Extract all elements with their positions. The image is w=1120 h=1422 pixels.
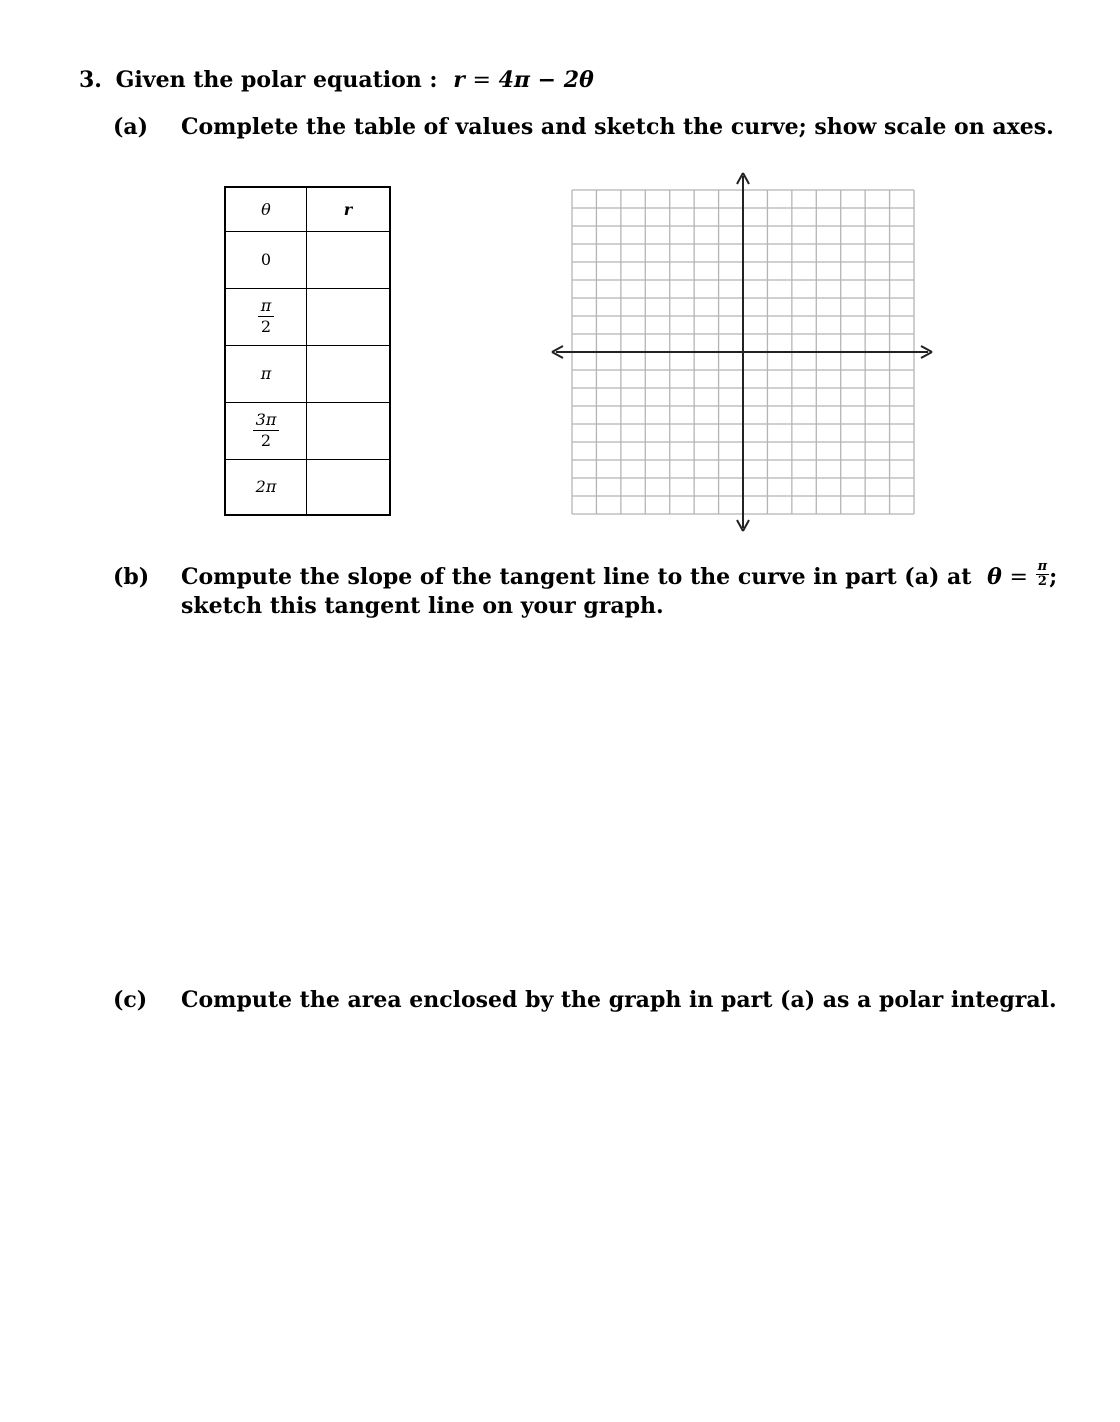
theta-cell bbox=[225, 288, 307, 345]
part-a-text: Complete the table of values and sketch the curve; show scale on axes. bbox=[181, 114, 1054, 140]
theta-cell: 2π bbox=[225, 459, 307, 515]
problem-header bbox=[79, 67, 594, 93]
part-b-text: Compute the slope of the tangent line to the curve in part (a) at bbox=[181, 564, 972, 591]
fraction-numerator: π bbox=[258, 297, 275, 317]
table-row bbox=[225, 459, 390, 515]
r-cell[interactable] bbox=[307, 288, 391, 345]
equation bbox=[453, 67, 594, 93]
table-row bbox=[225, 402, 390, 459]
table-row bbox=[225, 288, 390, 345]
r-cell[interactable] bbox=[307, 459, 391, 515]
fraction-numerator: π bbox=[1037, 559, 1048, 574]
header-r: r bbox=[307, 187, 391, 231]
part-b-theta: θ bbox=[987, 564, 1002, 591]
r-cell[interactable] bbox=[307, 231, 391, 288]
part-a-label: (a) bbox=[113, 114, 149, 140]
table-header-row bbox=[225, 187, 390, 231]
graph-grid[interactable] bbox=[548, 170, 938, 535]
table-row bbox=[225, 345, 390, 402]
r-cell[interactable] bbox=[307, 402, 391, 459]
fraction-denominator: 2 bbox=[1037, 573, 1047, 589]
theta-cell: π bbox=[225, 345, 307, 402]
part-b-fraction bbox=[1036, 560, 1050, 588]
part-b-line2: sketch this tangent line on your graph. bbox=[181, 593, 664, 619]
fraction-numerator: 3π bbox=[253, 411, 280, 431]
fraction-denominator: 2 bbox=[260, 431, 272, 450]
problem-number: 3. bbox=[79, 67, 102, 93]
theta-fraction bbox=[253, 411, 280, 449]
part-c-label: (c) bbox=[113, 987, 148, 1013]
equation-eq: = bbox=[472, 68, 491, 93]
fraction-denominator: 2 bbox=[260, 317, 272, 336]
part-b-line1 bbox=[181, 559, 1058, 592]
table-row bbox=[225, 231, 390, 288]
part-b-label: (b) bbox=[113, 564, 150, 590]
equation-lhs: r bbox=[453, 67, 465, 93]
problem-intro: Given the polar equation : bbox=[115, 67, 438, 93]
theta-fraction bbox=[258, 297, 275, 335]
part-c-text: Compute the area enclosed by the graph in part (a) as a polar integral. bbox=[181, 987, 1057, 1013]
values-table bbox=[224, 186, 391, 516]
theta-cell bbox=[225, 402, 307, 459]
r-cell[interactable] bbox=[307, 345, 391, 402]
part-b-eq: = bbox=[1009, 565, 1028, 591]
equation-rhs: 4π − 2θ bbox=[498, 67, 594, 93]
header-theta: θ bbox=[225, 187, 307, 231]
theta-cell: 0 bbox=[225, 231, 307, 288]
part-b-semicolon: ; bbox=[1049, 564, 1058, 591]
